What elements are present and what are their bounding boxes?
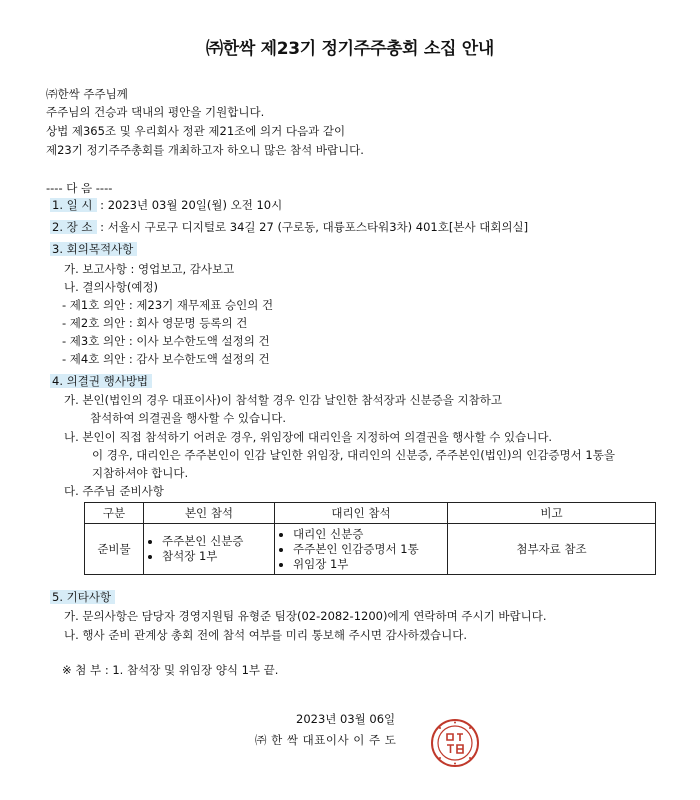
voting-method-a: 가. 본인(법인의 경우 대표이사)이 참석할 경우 인감 날인한 참석장과 신분증을 지참하고 [64,393,502,407]
section-heading-text: 5. 기타사항 [50,590,115,604]
preparation-heading: 다. 주주님 준비사항 [64,484,164,498]
salutation: ㈜한싹 주주님께 [46,87,128,101]
section-heading [50,241,137,257]
other-item: 가. 문의사항은 담당자 경영지원팀 유형준 팀장(02-2082-1200)에게 연락하며 주시기 바랍니다. [64,609,547,623]
section-heading: 2. 장 소 [50,220,97,234]
table-header: 구분 [85,503,144,524]
note-cell: 첨부자료 참조 [448,524,656,575]
voting-method-b-cont: 이 경우, 대리인은 주주본인이 인감 날인한 위임장, 대리인의 신분증, 주주본인(법인)의 인감증명서 1통을 [92,448,615,462]
voting-method-a-cont: 참석하여 의결권을 행사할 수 있습니다. [90,411,287,425]
section-value: : 서울시 구로구 디지털로 34길 27 (구로동, 대륭포스타워3차) 401호[본사 대회의실] [96,220,529,234]
section-heading-text: 4. 의결권 행사방법 [50,374,152,388]
agenda-item: - 제4호 의안 : 감사 보수한도액 설정의 건 [62,352,270,366]
document-title: ㈜한싹 제23기 정기주주총회 소집 안내 [206,39,494,59]
attachment-note: ※ 첨 부 : 1. 참석장 및 위임장 양식 1부 끝. [62,663,279,677]
company-seal-icon [430,718,480,768]
voting-method-b-cont: 지참하셔야 합니다. [92,466,189,480]
preparation-table [84,502,656,575]
table-header-row [85,503,656,524]
report-items: 가. 보고사항 : 영업보고, 감사보고 [64,262,235,276]
list-item: • 참석장 1부 [162,549,270,564]
agenda-item: - 제1호 의안 : 제23기 재무제표 승인의 건 [62,298,274,312]
list-item: • 주주본인 인감증명서 1통 [293,542,443,557]
row-label: 준비물 [85,524,144,575]
table-row [85,524,656,575]
proxy-attendance-cell [275,524,448,575]
table-header: 본인 참석 [144,503,275,524]
divider-text: ---- 다 음 ---- [46,181,113,195]
signature-line: ㈜ 한 싹 대표이사 이 주 도 [255,733,397,747]
agenda-item: - 제2호 의안 : 회사 영문명 등록의 건 [62,316,248,330]
self-attendance-cell [144,524,275,575]
section-heading [50,373,152,389]
issue-date: 2023년 03월 06일 [296,712,396,726]
table-header: 비고 [448,503,656,524]
section-place [50,219,528,235]
list-item: • 대리인 신분증 [293,527,443,542]
table-header: 대리인 참석 [275,503,448,524]
resolution-items: 나. 결의사항(예정) [64,280,159,294]
list-item: • 위임장 1부 [293,557,443,572]
section-heading-text: 3. 회의목적사항 [50,242,137,256]
section-heading: 1. 일 시 [50,198,97,212]
list-item: • 주주본인 신분증 [162,534,270,549]
greeting-line: 제23기 정기주주총회를 개최하고자 하오니 많은 참석 바랍니다. [46,143,364,157]
section-heading [50,589,115,605]
other-item: 나. 행사 준비 관계상 총회 전에 참석 여부를 미리 통보해 주시면 감사하겠습니다. [64,628,468,642]
greeting-line: 주주님의 건승과 댁내의 평안을 기원합니다. [46,105,265,119]
agenda-item: - 제3호 의안 : 이사 보수한도액 설정의 건 [62,334,270,348]
section-date [50,197,282,213]
section-value: : 2023년 03월 20일(월) 오전 10시 [96,198,283,212]
greeting-line: 상법 제365조 및 우리회사 정관 제21조에 의거 다음과 같이 [46,124,346,138]
voting-method-b: 나. 본인이 직접 참석하기 어려운 경우, 위임장에 대리인을 지정하여 의결권을 행사할 수 있습니다. [64,430,553,444]
